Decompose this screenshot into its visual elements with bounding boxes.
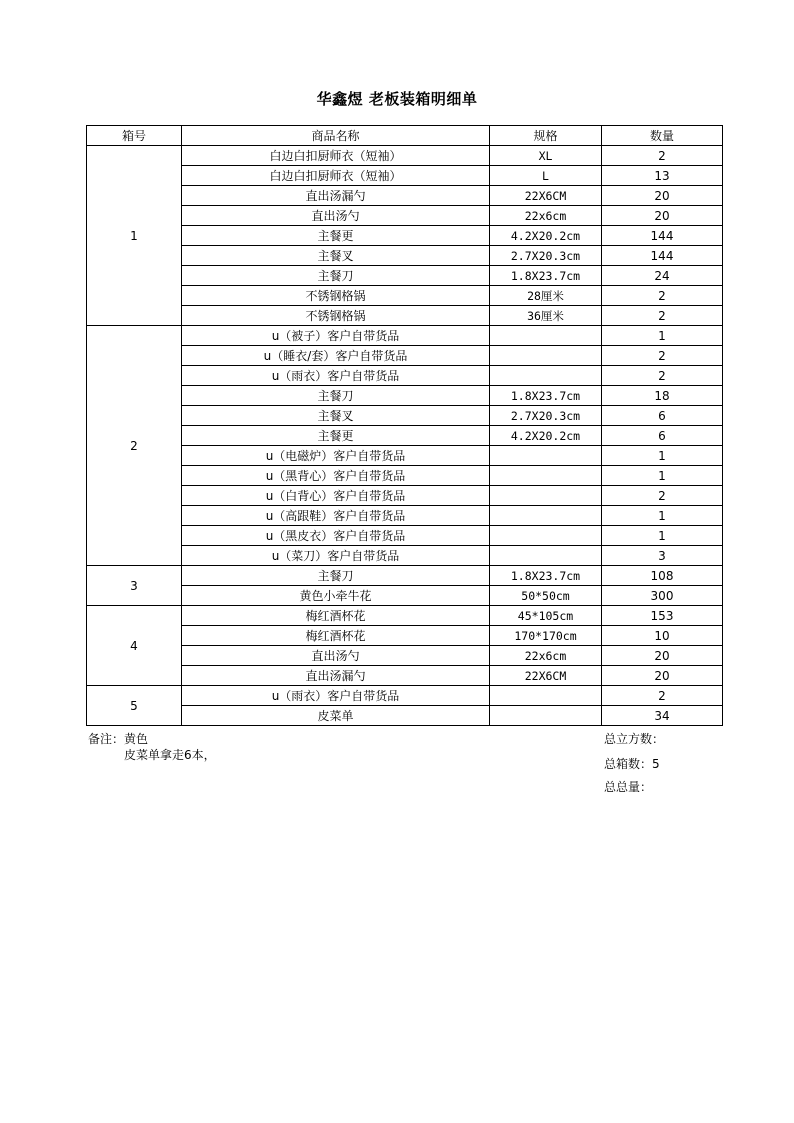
table-row [87,646,723,666]
table-row [87,446,723,466]
table-row [87,326,723,346]
spec-cell: 22x6cm [490,646,602,666]
column-header-product-name: 商品名称 [182,126,490,146]
product-name-cell: 主餐刀 [182,266,490,286]
box-number-cell: 2 [87,326,182,566]
product-name-cell: 主餐刀 [182,386,490,406]
quantity-cell: 1 [602,466,723,486]
quantity-cell: 2 [602,366,723,386]
quantity-cell: 108 [602,566,723,586]
spec-cell: 22x6cm [490,206,602,226]
table-row [87,626,723,646]
table-body [87,146,723,726]
table-header-row [87,126,723,146]
spec-cell: L [490,166,602,186]
spec-cell: XL [490,146,602,166]
table-row [87,286,723,306]
table-row [87,606,723,626]
table-row [87,146,723,166]
product-name-cell: 不锈钢格锅 [182,306,490,326]
spec-cell [490,446,602,466]
page-title: 华鑫煜 老板装箱明细单 [316,90,478,108]
product-name-cell: 不锈钢格锅 [182,286,490,306]
spec-cell [490,546,602,566]
spec-cell [490,706,602,726]
quantity-cell: 34 [602,706,723,726]
spec-cell: 1.8X23.7cm [490,266,602,286]
product-name-cell: 白边白扣厨师衣（短袖） [182,166,490,186]
table-row [87,186,723,206]
table-row [87,266,723,286]
product-name-cell: u（雨衣）客户自带货品 [182,686,490,706]
table-row [87,386,723,406]
spec-cell: 22X6CM [490,666,602,686]
quantity-cell: 6 [602,426,723,446]
spec-cell: 28厘米 [490,286,602,306]
quantity-cell: 18 [602,386,723,406]
quantity-cell: 20 [602,666,723,686]
quantity-cell: 153 [602,606,723,626]
table-row [87,426,723,446]
quantity-cell: 24 [602,266,723,286]
quantity-cell: 10 [602,626,723,646]
product-name-cell: u（高跟鞋）客户自带货品 [182,506,490,526]
product-name-cell: 直出汤勺 [182,646,490,666]
quantity-cell: 1 [602,326,723,346]
box-number-cell: 5 [87,686,182,726]
product-name-cell: u（白背心）客户自带货品 [182,486,490,506]
table-row [87,686,723,706]
table-row [87,706,723,726]
product-name-cell: 直出汤漏勺 [182,186,490,206]
table-row [87,526,723,546]
product-name-cell: u（被子）客户自带货品 [182,326,490,346]
table-row [87,346,723,366]
total-weight: 总总量： [604,780,653,794]
column-header-spec: 规格 [490,126,602,146]
product-name-cell: 主餐叉 [182,246,490,266]
packing-list-table [86,125,723,726]
product-name-cell: u（电磁炉）客户自带货品 [182,446,490,466]
spec-cell [490,526,602,546]
quantity-cell: 20 [602,186,723,206]
product-name-cell: 主餐更 [182,426,490,446]
quantity-cell: 1 [602,446,723,466]
quantity-cell: 1 [602,526,723,546]
total-boxes: 总箱数：5 [604,757,660,771]
remarks [88,731,216,763]
table-row [87,506,723,526]
product-name-cell: u（雨衣）客户自带货品 [182,366,490,386]
quantity-cell: 20 [602,206,723,226]
spec-cell: 1.8X23.7cm [490,386,602,406]
quantity-cell: 2 [602,146,723,166]
quantity-cell: 3 [602,546,723,566]
total-volume: 总立方数： [604,732,665,746]
table-row [87,226,723,246]
quantity-cell: 13 [602,166,723,186]
table-row [87,246,723,266]
quantity-cell: 2 [602,286,723,306]
product-name-cell: u（睡衣/套）客户自带货品 [182,346,490,366]
spec-cell [490,466,602,486]
spec-cell: 1.8X23.7cm [490,566,602,586]
spec-cell: 45*105cm [490,606,602,626]
table-row [87,466,723,486]
quantity-cell: 2 [602,486,723,506]
remarks-line-2: 皮菜单拿走6本， [124,748,216,762]
column-header-quantity: 数量 [602,126,723,146]
spec-cell [490,366,602,386]
table-row [87,306,723,326]
spec-cell [490,506,602,526]
table-row [87,406,723,426]
quantity-cell: 2 [602,306,723,326]
table-row [87,206,723,226]
column-header-box-no: 箱号 [87,126,182,146]
product-name-cell: 梅红酒杯花 [182,606,490,626]
spec-cell: 22X6CM [490,186,602,206]
spec-cell: 2.7X20.3cm [490,406,602,426]
table-row [87,366,723,386]
spec-cell: 36厘米 [490,306,602,326]
spec-cell [490,346,602,366]
product-name-cell: 直出汤勺 [182,206,490,226]
table-row [87,586,723,606]
product-name-cell: 主餐刀 [182,566,490,586]
quantity-cell: 144 [602,226,723,246]
quantity-cell: 20 [602,646,723,666]
table-row [87,666,723,686]
spec-cell: 2.7X20.3cm [490,246,602,266]
spec-cell [490,326,602,346]
product-name-cell: 主餐叉 [182,406,490,426]
spec-cell [490,686,602,706]
remarks-line-1: 备注：黄色 [88,732,149,746]
spec-cell [490,486,602,506]
product-name-cell: u（黑背心）客户自带货品 [182,466,490,486]
table-row [87,166,723,186]
product-name-cell: 直出汤漏勺 [182,666,490,686]
product-name-cell: u（黑皮衣）客户自带货品 [182,526,490,546]
spec-cell: 50*50cm [490,586,602,606]
quantity-cell: 144 [602,246,723,266]
quantity-cell: 6 [602,406,723,426]
spec-cell: 4.2X20.2cm [490,426,602,446]
quantity-cell: 1 [602,506,723,526]
box-number-cell: 3 [87,566,182,606]
quantity-cell: 300 [602,586,723,606]
product-name-cell: 皮菜单 [182,706,490,726]
spec-cell: 170*170cm [490,626,602,646]
product-name-cell: 白边白扣厨师衣（短袖） [182,146,490,166]
quantity-cell: 2 [602,686,723,706]
box-number-cell: 4 [87,606,182,686]
table-row [87,546,723,566]
quantity-cell: 2 [602,346,723,366]
product-name-cell: u（菜刀）客户自带货品 [182,546,490,566]
product-name-cell: 梅红酒杯花 [182,626,490,646]
product-name-cell: 黄色小牵牛花 [182,586,490,606]
table-row [87,566,723,586]
product-name-cell: 主餐更 [182,226,490,246]
box-number-cell: 1 [87,146,182,326]
table-row [87,486,723,506]
spec-cell: 4.2X20.2cm [490,226,602,246]
